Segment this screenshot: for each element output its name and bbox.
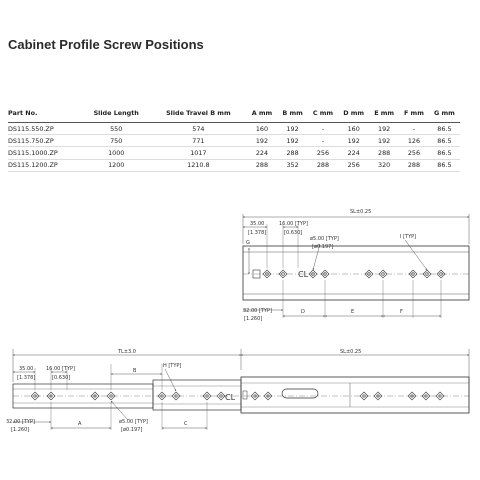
table-cell: 288 bbox=[247, 159, 278, 171]
table-cell: 771 bbox=[150, 135, 247, 147]
cabinet-profile-drawing bbox=[243, 214, 469, 318]
table-cell: 192 bbox=[277, 135, 308, 147]
header-g: G mm bbox=[429, 106, 460, 123]
full-slide-labels bbox=[6, 349, 361, 433]
table-cell: 160 bbox=[338, 123, 369, 135]
table-cell: 256 bbox=[399, 147, 429, 159]
tl-label: TL±3.0 bbox=[118, 349, 136, 355]
hole-dia-label-2: ø5.00 [TYP] bbox=[119, 419, 148, 425]
table-cell: 192 bbox=[338, 135, 369, 147]
h-typ-label: H [TYP] bbox=[163, 363, 182, 369]
hole-dia-label: ø5.00 [TYP] bbox=[310, 236, 339, 242]
dim-35-label-2: 35.00 bbox=[19, 366, 34, 372]
table-cell: 126 bbox=[399, 135, 429, 147]
a-label: A bbox=[78, 421, 82, 427]
table-cell: 574 bbox=[150, 123, 247, 135]
full-slide-drawing bbox=[13, 349, 469, 430]
table-cell: 256 bbox=[308, 147, 338, 159]
dim-16-label-2: 16.00 [TYP] bbox=[46, 366, 75, 372]
i-typ-label: I [TYP] bbox=[400, 234, 417, 240]
header-f: F mm bbox=[399, 106, 429, 123]
table-cell: 550 bbox=[82, 123, 150, 135]
table-cell: 224 bbox=[338, 147, 369, 159]
table-cell: 750 bbox=[82, 135, 150, 147]
table-cell: 224 bbox=[247, 147, 278, 159]
d-label: D bbox=[301, 309, 305, 315]
table-cell: 192 bbox=[369, 123, 399, 135]
table-cell: 288 bbox=[399, 159, 429, 171]
hole-dia-inch-label: [ø0.197] bbox=[312, 244, 334, 250]
table-cell: - bbox=[399, 123, 429, 135]
centerline-label-2: CL bbox=[225, 393, 236, 402]
header-part-no: Part No. bbox=[8, 106, 82, 123]
dim-35-inch-label: [1.378] bbox=[248, 230, 267, 236]
table-cell: 86.5 bbox=[429, 159, 460, 171]
header-a: A mm bbox=[247, 106, 278, 123]
table-cell: 320 bbox=[369, 159, 399, 171]
sl-label: SL±0.25 bbox=[350, 209, 372, 215]
table-cell: DS115.550.ZP bbox=[8, 123, 82, 135]
table-cell: DS115.750.ZP bbox=[8, 135, 82, 147]
hole-dia-inch-label-2: [ø0.197] bbox=[121, 427, 143, 433]
centerline-label: CL bbox=[298, 270, 309, 279]
dim-32-label: 32.00 [TYP] bbox=[243, 308, 272, 314]
table-cell: 1017 bbox=[150, 147, 247, 159]
dim-35-inch-label-2: [1.378] bbox=[17, 375, 36, 381]
table-cell: 86.5 bbox=[429, 147, 460, 159]
header-c: C mm bbox=[308, 106, 338, 123]
table-cell: 1200 bbox=[82, 159, 150, 171]
e-label: E bbox=[351, 309, 355, 315]
table-cell: 288 bbox=[308, 159, 338, 171]
c-label: C bbox=[184, 421, 188, 427]
table-cell: 352 bbox=[277, 159, 308, 171]
table-cell: 192 bbox=[247, 135, 278, 147]
f-label: F bbox=[400, 309, 403, 315]
table-cell: 160 bbox=[247, 123, 278, 135]
table-cell: 86.5 bbox=[429, 135, 460, 147]
dim-32-label-2: 32.00 [TYP] bbox=[6, 419, 35, 425]
dim-16-inch-label: [0.630] bbox=[284, 230, 303, 236]
dim-16-label: 16.00 [TYP] bbox=[279, 221, 308, 227]
table-cell: 192 bbox=[277, 123, 308, 135]
table-cell: DS115.1200.ZP bbox=[8, 159, 82, 171]
header-e: E mm bbox=[369, 106, 399, 123]
table-cell: 192 bbox=[369, 135, 399, 147]
header-d: D mm bbox=[338, 106, 369, 123]
table-cell: 1000 bbox=[82, 147, 150, 159]
header-slide-travel: Slide Travel B mm bbox=[150, 106, 247, 123]
table-cell: 288 bbox=[277, 147, 308, 159]
table-cell: DS115.1000.ZP bbox=[8, 147, 82, 159]
header-slide-length: Slide Length bbox=[82, 106, 150, 123]
table-cell: - bbox=[308, 135, 338, 147]
sl-label-2: SL±0.25 bbox=[340, 349, 362, 355]
table-cell: 1210.8 bbox=[150, 159, 247, 171]
dim-32-inch-label: [1.260] bbox=[244, 316, 263, 322]
dim-16-inch-label-2: [0.630] bbox=[52, 375, 71, 381]
dim-32-inch-label-2: [1.260] bbox=[11, 427, 30, 433]
g-label: G bbox=[246, 240, 250, 246]
table-cell: 256 bbox=[338, 159, 369, 171]
cabinet-profile-labels bbox=[243, 209, 416, 322]
table-cell: 288 bbox=[369, 147, 399, 159]
dim-35-label: 35.00 bbox=[250, 221, 265, 227]
header-b: B mm bbox=[277, 106, 308, 123]
b-label: B bbox=[133, 368, 137, 374]
page-title: Cabinet Profile Screw Positions bbox=[8, 37, 204, 52]
table-cell: 86.5 bbox=[429, 123, 460, 135]
table-cell: - bbox=[308, 123, 338, 135]
